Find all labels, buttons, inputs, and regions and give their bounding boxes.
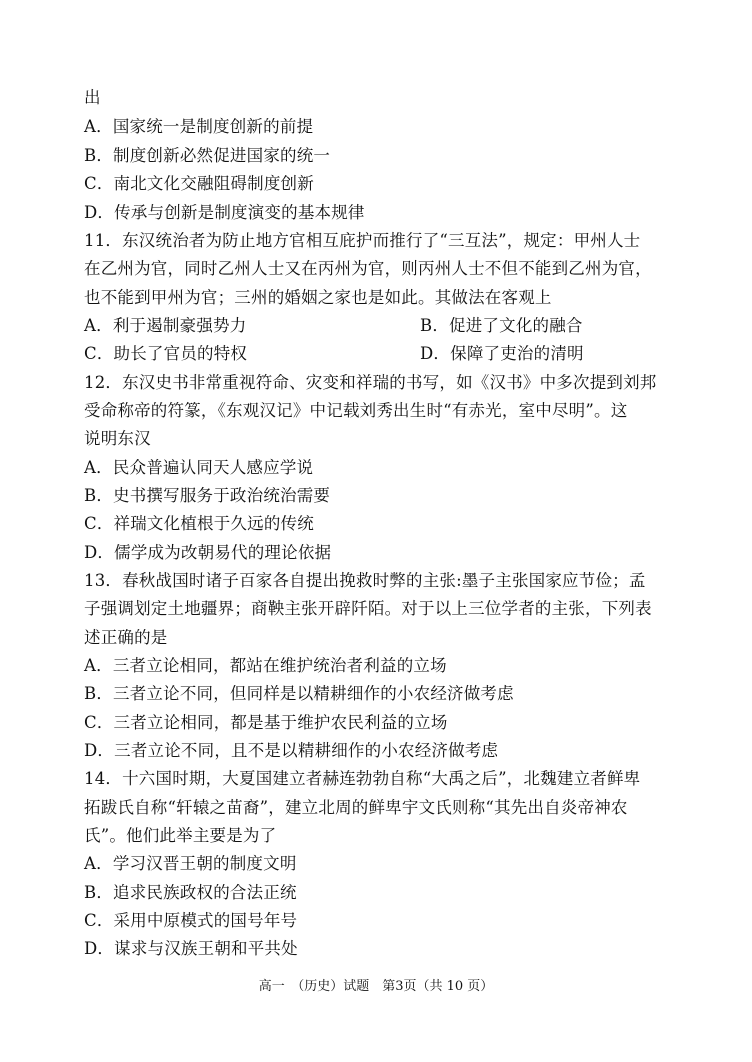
- q11-stem-line-3: 也不能到甲州为官；三州的婚姻之家也是如此。其做法在客观上: [84, 288, 552, 307]
- q12-option-a: A．民众普遍认同天人感应学说: [84, 458, 314, 477]
- q12-stem-line-2: 受命称帝的符篆，《东观汉记》中记载刘秀出生时“有赤光，室中尽明”。这: [84, 401, 628, 420]
- q14-option-c: C．采用中原模式的国号年号: [84, 911, 298, 930]
- q14-option-b: B．追求民族政权的合法正统: [84, 883, 297, 902]
- q12-option-b: B．史书撰写服务于政治统治需要: [84, 486, 331, 505]
- q10-option-a: A．国家统一是制度创新的前提: [84, 117, 314, 136]
- q13-option-b: B．三者立论不同，但同样是以精耕细作的小农经济做考虑: [84, 684, 514, 703]
- q13-stem-line-2: 子强调划定土地疆界；商鞅主张开辟阡陌。对于以上三位学者的主张，下列表: [84, 599, 652, 618]
- q11-option-a: A．利于遏制豪强势力: [84, 316, 247, 335]
- q14-option-d: D．谋求与汉族王朝和平共处: [84, 939, 298, 958]
- q12-stem-line-1: 12．东汉史书非常重视符命、灾变和祥瑞的书写，如《汉书》中多次提到刘邦: [84, 373, 657, 392]
- q11-option-c: C．助长了官员的特权: [84, 344, 248, 363]
- q13-stem-line-1: 13．春秋战国时诸子百家各自提出挽救时弊的主张:墨子主张国家应节俭；孟: [84, 571, 646, 590]
- q14-stem-line-2: 拓跋氏自称“轩辕之苗裔”，建立北周的鲜卑宇文氏则称“其先出自炎帝神农: [84, 798, 628, 817]
- q10-option-b: B．制度创新必然促进国家的统一: [84, 146, 331, 165]
- q14-option-a: A．学习汉晋王朝的制度文明: [84, 854, 297, 873]
- q12-stem-line-3: 说明东汉: [84, 429, 151, 448]
- q12-option-d: D．儒学成为改朝易代的理论依据: [84, 543, 332, 562]
- q11-stem-line-1: 11．东汉统治者为防止地方官相互庇护而推行了“三互法”，规定：甲州人士: [84, 231, 641, 250]
- q13-option-c: C．三者立论相同，都是基于维护农民利益的立场: [84, 713, 448, 732]
- q11-option-d: D．保障了吏治的清明: [420, 344, 584, 363]
- q14-stem-line-1: 14．十六国时期，大夏国建立者赫连勃勃自称“大禹之后”，北魏建立者鲜卑: [84, 769, 641, 788]
- q13-option-a: A．三者立论相同，都站在维护统治者利益的立场: [84, 656, 447, 675]
- q11-stem-line-2: 在乙州为官，同时乙州人士又在丙州为官，则丙州人士不但不能到乙州为官，: [84, 259, 652, 278]
- q12-option-c: C．祥瑞文化植根于久远的传统: [84, 514, 314, 533]
- q13-option-d: D．三者立论不同，且不是以精耕细作的小农经济做考虑: [84, 741, 499, 760]
- q10-option-c: C．南北文化交融阻碍制度创新: [84, 174, 314, 193]
- page-footer: 高一 （历史）试题 第3页（共 10 页）: [258, 979, 494, 994]
- previous-question-tail: 出: [84, 88, 101, 107]
- q11-option-b: B．促进了文化的融合: [420, 316, 583, 335]
- q10-option-d: D．传承与创新是制度演变的基本规律: [84, 203, 365, 222]
- q13-stem-line-3: 述正确的是: [84, 628, 168, 647]
- q14-stem-line-3: 氏”。他们此举主要是为了: [84, 826, 277, 845]
